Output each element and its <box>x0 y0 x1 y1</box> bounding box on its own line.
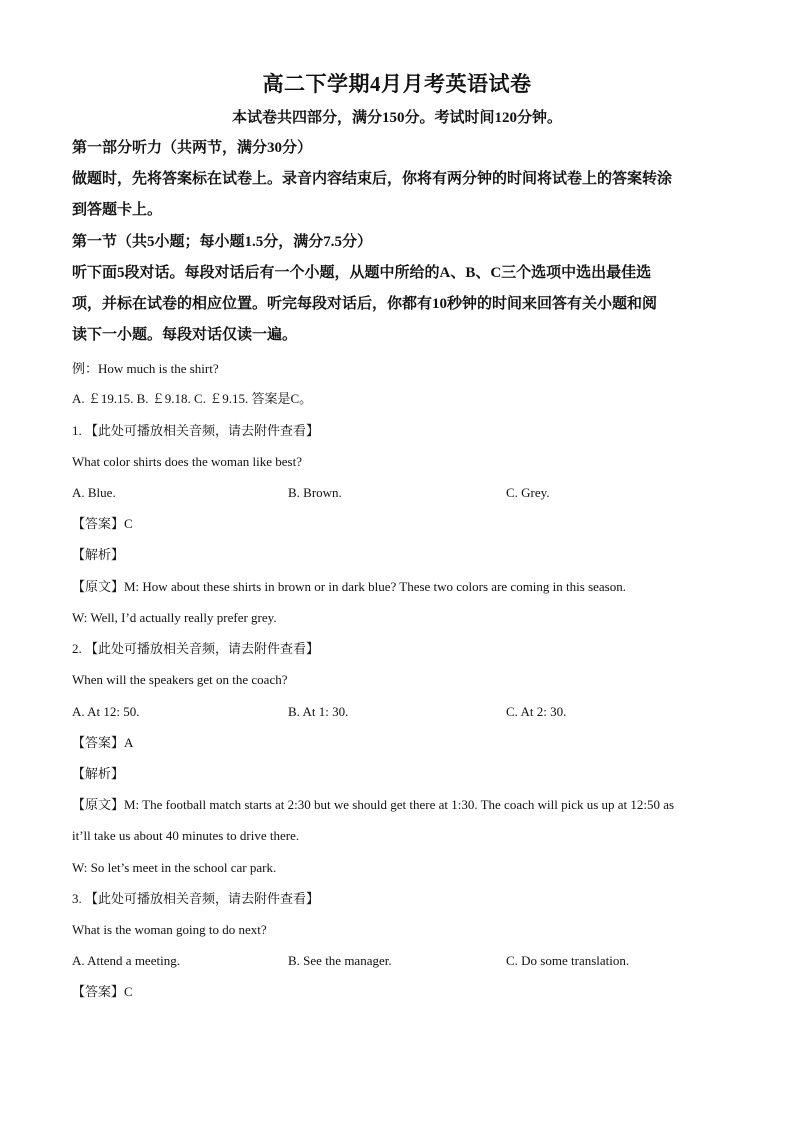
q2-option-a: A. At 12: 50. <box>72 704 140 719</box>
q1-audio-note: 1. 【此处可播放相关音频，请去附件查看】 <box>72 423 320 438</box>
section1-line2: 项，并标在试卷的相应位置。听完每段对话后，你都有10秒钟的时间来回答有关小题和阅 <box>72 296 658 312</box>
q2-answer: 【答案】A <box>72 735 134 750</box>
q1-transcript-line1: 【原文】M: How about these shirts in brown or in dark blue? These two colors are coming in this season. <box>72 579 626 594</box>
part1-instruction-line2: 到答题卡上。 <box>72 202 163 218</box>
q2-option-c: C. At 2: 30. <box>506 704 567 719</box>
q2-question: When will the speakers get on the coach? <box>72 672 288 687</box>
section1-line3: 读下一小题。每段对话仅读一遍。 <box>72 327 298 343</box>
q3-option-b: B. See the manager. <box>288 953 392 968</box>
q2-audio-note: 2. 【此处可播放相关音频，请去附件查看】 <box>72 641 320 656</box>
example-options: A. ￡19.15. B. ￡9.18. C. ￡9.15. 答案是C。 <box>72 391 313 406</box>
section1-line1: 听下面5段对话。每段对话后有一个小题，从题中所给的A、B、C三个选项中选出最佳选 <box>72 265 652 281</box>
q3-option-a: A. Attend a meeting. <box>72 953 180 968</box>
q2-transcript-line3: W: So let’s meet in the school car park. <box>72 860 277 875</box>
q1-option-b: B. Brown. <box>288 485 342 500</box>
q3-question: What is the woman going to do next? <box>72 922 267 937</box>
q2-transcript-line1: 【原文】M: The football match starts at 2:30 but we should get there at 1:30. The coach will pick us up at 12:50 as <box>72 797 675 812</box>
q1-option-c: C. Grey. <box>506 485 550 500</box>
q1-option-a: A. Blue. <box>72 485 116 500</box>
example-question: 例：How much is the shirt? <box>72 361 219 376</box>
q2-transcript-line2: it’ll take us about 40 minutes to drive there. <box>72 828 300 843</box>
q3-audio-note: 3. 【此处可播放相关音频，请去附件查看】 <box>72 891 320 906</box>
q1-answer: 【答案】C <box>72 516 133 531</box>
q2-analysis: 【解析】 <box>72 766 125 781</box>
q1-question: What color shirts does the woman like best? <box>72 454 302 469</box>
exam-title: 高二下学期4月月考英语试卷 <box>262 72 532 96</box>
q1-analysis: 【解析】 <box>72 547 125 562</box>
section1-heading: 第一节（共5小题；每小题1.5分，满分7.5分） <box>72 234 373 250</box>
part1-instruction-line1: 做题时，先将答案标在试卷上。录音内容结束后，你将有两分钟的时间将试卷上的答案转涂 <box>72 171 673 187</box>
q3-answer: 【答案】C <box>72 984 133 999</box>
q2-option-b: B. At 1: 30. <box>288 704 349 719</box>
part1-heading: 第一部分听力（共两节，满分30分） <box>72 140 313 156</box>
exam-subtitle: 本试卷共四部分，满分150分。考试时间120分钟。 <box>231 110 562 126</box>
q1-transcript-line2: W: Well, I’d actually really prefer grey. <box>72 610 277 625</box>
q3-option-c: C. Do some translation. <box>506 953 630 968</box>
